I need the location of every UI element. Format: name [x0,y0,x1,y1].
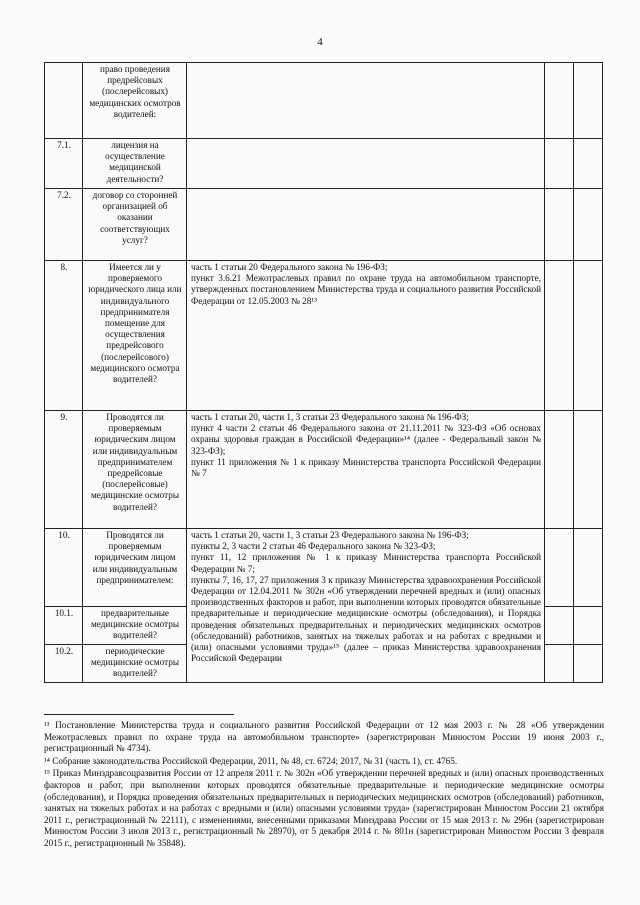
legal-basis-item: пункты 2, 3 части 2 статьи 46 Федерального закона № 323-ФЗ; [191,541,436,552]
answer-cell-yes[interactable] [545,645,574,683]
question-cell: право проведения предрейсовых (послерейсовых) медицинских осмотров водителей: [83,63,187,139]
legal-basis-cell [187,63,545,139]
answer-cell-no[interactable] [574,261,603,411]
legal-basis-item: пункт 4 части 2 статьи 46 Федерального закона от 21.11.2011 № 323-ФЗ «Об основах охраны здоровья граждан в Российской Федерации»¹⁴ (далее - Федеральный закон № 323-ФЗ); [191,423,541,456]
legal-basis-item: пункт 11 приложения № 1 к приказу Министерства транспорта Российской Федерации № 7 [191,456,541,479]
question-cell: предварительные медицинские осмотры водителей? [83,607,187,645]
legal-basis-item: часть 1 статьи 20, части 1, 3 статьи 23 Федерального закона № 196-ФЗ; [191,412,469,422]
table-row [45,63,603,139]
table-row [45,411,603,529]
legal-basis-item: пункт 3.6.21 Межотраслевых правил по охране труда на автомобильном транспорте, утвержденных постановлением Министерства труда и социального развития Российской Федерации от 12.05.2003 № 28¹³ [191,273,541,306]
answer-cell-no[interactable] [574,411,603,529]
row-number: 9. [45,411,83,529]
answer-cell-yes[interactable] [545,63,574,139]
row-number: 7.2. [45,189,83,261]
legal-basis-cell [187,189,545,261]
legal-basis-cell [187,139,545,189]
table-row [45,189,603,261]
answer-cell-no[interactable] [574,63,603,139]
table-row [45,529,603,607]
answer-cell-yes[interactable] [545,139,574,189]
answer-cell-no[interactable] [574,189,603,261]
footnote-divider [44,714,234,715]
answer-cell-yes[interactable] [545,607,574,645]
legal-basis-item: пункты 7, 16, 17, 27 приложения 3 к приказу Министерства здравоохранения Российской Федерации от 12.04.2011 № 302н «Об утверждении перечней вредных и (или) опасных производственных факторов и работ, при выполнении которых проводятся обязательные предварительные и периодические медицинские осмотры (обследования), и Порядка проведения обязательных предварительных и периодических медицинских осмотров (обследований) работников, занятых на тяжелых работах и на работах с вредными и (или) опасными условиями труда»¹⁵ (далее – приказ Министерства здравоохранения Российской Федерации [191,574,541,664]
question-cell: Имеется ли у проверяемого юридического лица или индивидуального предпринимателя помещение для осуществления предрейсового (послерейсового) медицинского осмотра водителей? [83,261,187,411]
table-row [45,139,603,189]
footnotes [44,720,604,851]
answer-cell-no[interactable] [574,607,603,645]
page-number: 4 [317,36,323,48]
footnote: ¹⁴ Собрание законодательства Российской Федерации, 2011, № 48, ст. 6724; 2017, № 31 (часть 1), ст. 4765. [44,755,458,766]
answer-cell-no[interactable] [574,529,603,607]
row-number [45,63,83,139]
row-number: 7.1. [45,139,83,189]
answer-cell-yes[interactable] [545,411,574,529]
legal-basis-cell [187,411,545,529]
table-row [45,261,603,411]
question-cell: договор со сторонней организацией об оказании соответствующих услуг? [83,189,187,261]
row-number: 10.1. [45,607,83,645]
legal-basis-item: часть 1 статьи 20 Федерального закона № 196-ФЗ; [191,262,388,272]
legal-basis-cell [187,261,545,411]
answer-cell-no[interactable] [574,645,603,683]
answer-cell-no[interactable] [574,139,603,189]
legal-basis-item: часть 1 статьи 20, части 1, 3 статьи 23 Федерального закона № 196-ФЗ; [191,530,469,540]
footnote: ¹³ Постановление Министерства труда и социального развития Российской Федерации от 12 мая 2003 г. № 28 «Об утверждении Межотраслевых правил по охране труда на автомобильном транспорте» (зарегистрирован Минюстом России 19 июня 2003 г., регистрационный № 4734). [44,720,604,754]
legal-basis-item: пункт 11, 12 приложения № 1 к приказу Министерства транспорта Российской Федерации № 7; [191,552,541,574]
question-cell: Проводятся ли проверяемым юридическим лицом или индивидуальным предпринимателем предрейсовые (послерейсовые) медицинские осмотры водителей? [83,411,187,529]
question-cell: Проводятся ли проверяемым юридическим лицом или индивидуальным предпринимателем: [83,529,187,607]
question-cell: лицензия на осуществление медицинской деятельности? [83,139,187,189]
answer-cell-yes[interactable] [545,189,574,261]
legal-basis-cell [187,529,545,683]
answer-cell-yes[interactable] [545,261,574,411]
question-cell: периодические медицинские осмотры водителей? [83,645,187,683]
checklist-table [44,62,603,683]
answer-cell-yes[interactable] [545,529,574,607]
row-number: 8. [45,261,83,411]
row-number: 10. [45,529,83,607]
footnote: ¹⁵ Приказ Минздравсоцразвития России от 12 апреля 2011 г. № 302н «Об утверждении перечней вредных и (или) опасных производственных факторов и работ, при выполнении которых проводятся обязательные предварительные и периодические медицинские осмотры (обследования), и Порядка проведения обязательных предварительных и периодических медицинских осмотров (обследований) работников, занятых на тяжелых работах и на работах с вредными и (или) опасными условиями труда» (зарегистрирован Минюстом России 21 октября 2011 г., регистрационный № 22111), с изменениями, внесенными приказами Минздрава России от 15 мая 2013 г. № 296н (зарегистрирован Минюстом России 3 июля 2013 г., регистрационный № 28970), от 5 декабря 2014 г. № 801н (зарегистрирован Минюстом России 3 февраля 2015 г., регистрационный № 35848). [44,768,604,848]
row-number: 10.2. [45,645,83,683]
